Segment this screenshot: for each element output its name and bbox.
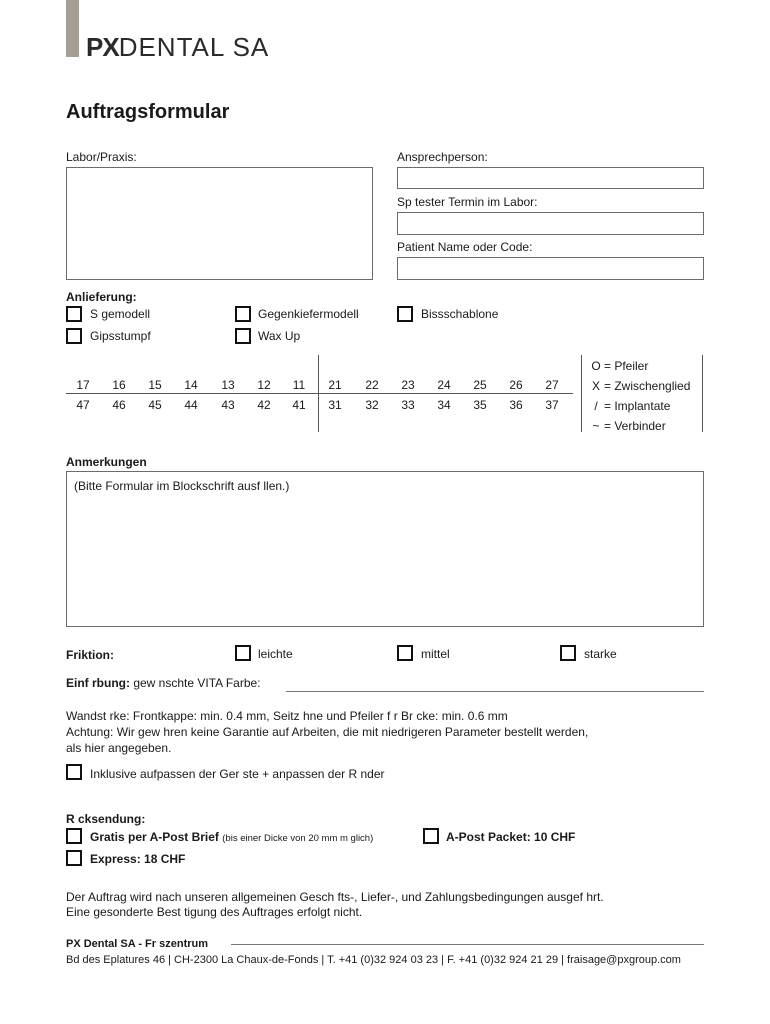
footer-company: PX Dental SA - Fr szentrum (66, 938, 209, 950)
checkbox-return-free[interactable] (66, 828, 82, 844)
labor-field[interactable] (66, 167, 373, 280)
return-packet-label: A-Post Packet: 10 CHF (446, 830, 576, 844)
legend-text: = Verbinder (604, 419, 666, 433)
tooth-16[interactable]: 16 (112, 378, 126, 392)
tooth-22[interactable]: 22 (365, 378, 379, 392)
legend-symbol: X (591, 379, 600, 393)
return-express-label: Express: 18 CHF (90, 852, 186, 866)
remarks-heading: Anmerkungen (66, 455, 147, 469)
tooth-35[interactable]: 35 (473, 398, 487, 412)
tooth-45[interactable]: 45 (148, 398, 162, 412)
legend-right-divider (702, 355, 703, 432)
friction-option-label: mittel (421, 647, 450, 661)
tooth-15[interactable]: 15 (148, 378, 162, 392)
patient-field[interactable] (397, 257, 704, 280)
tooth-44[interactable]: 44 (184, 398, 198, 412)
checkbox-bissschablone[interactable] (397, 306, 413, 322)
tooth-26[interactable]: 26 (509, 378, 523, 392)
tooth-47[interactable]: 47 (76, 398, 90, 412)
legend-text: = Implantate (604, 399, 671, 413)
delivery-option-label: Bissschablone (421, 307, 499, 321)
coloring-text: gew nschte VITA Farbe: (133, 676, 261, 690)
legend-symbol: ~ (592, 419, 600, 433)
footer-address: Bd des Eplatures 46 | CH-2300 La Chaux-de-Fonds | T. +41 (0)32 924 03 23 | F. +41 (0)32 924 21 29 | fraisage@pxgroup.com (66, 954, 681, 966)
tooth-13[interactable]: 13 (221, 378, 235, 392)
tooth-34[interactable]: 34 (437, 398, 451, 412)
logo (86, 33, 269, 61)
checkbox-friction-light[interactable] (235, 645, 251, 661)
legend-symbol: O (591, 359, 601, 373)
tooth-21[interactable]: 21 (328, 378, 342, 392)
checkbox-inclusive[interactable] (66, 764, 82, 780)
tooth-17[interactable]: 17 (76, 378, 90, 392)
checkbox-friction-medium[interactable] (397, 645, 413, 661)
tooth-37[interactable]: 37 (545, 398, 559, 412)
tooth-36[interactable]: 36 (509, 398, 523, 412)
notes-line-2: Achtung: Wir gew hren keine Garantie auf Arbeiten, die mit niedrigeren Parameter bestellt werden, (66, 725, 589, 739)
tooth-41[interactable]: 41 (292, 398, 306, 412)
delivery-option-label: Wax Up (258, 329, 301, 343)
tooth-42[interactable]: 42 (257, 398, 271, 412)
tooth-23[interactable]: 23 (401, 378, 415, 392)
return-free-label: Gratis per A-Post Brief (90, 830, 219, 844)
legend-left-divider (581, 355, 582, 432)
delivery-heading: Anlieferung: (66, 290, 137, 304)
tooth-14[interactable]: 14 (184, 378, 198, 392)
remarks-placeholder: (Bitte Formular im Blockschrift ausf llen.) (74, 479, 290, 493)
logo-mark: PX (86, 32, 119, 62)
tooth-27[interactable]: 27 (545, 378, 559, 392)
terms-line-1: Der Auftrag wird nach unseren allgemeinen Gesch fts-, Liefer-, und Zahlungsbedingungen ausgef hrt. (66, 890, 604, 904)
latest-date-field[interactable] (397, 212, 704, 235)
tooth-31[interactable]: 31 (328, 398, 342, 412)
tooth-12[interactable]: 12 (257, 378, 271, 392)
notes-line-1: Wandst rke: Frontkappe: min. 0.4 mm, Seitz hne und Pfeiler f r Br cke: min. 0.6 mm (66, 709, 508, 723)
checkbox-friction-strong[interactable] (560, 645, 576, 661)
friction-option-label: starke (584, 647, 617, 661)
notes-line-3: als hier angegeben. (66, 741, 172, 755)
logo-name: DENTAL SA (118, 32, 270, 62)
checkbox-return-packet[interactable] (423, 828, 439, 844)
coloring-label: Einf rbung: (66, 676, 130, 690)
vita-color-input-line[interactable] (286, 691, 704, 692)
checkbox-wax-up[interactable] (235, 328, 251, 344)
patient-label: Patient Name oder Code: (397, 240, 533, 254)
contact-label: Ansprechperson: (397, 150, 488, 164)
return-free-note: (bis einer Dicke von 20 mm m glich) (222, 833, 374, 844)
latest-date-label: Sp tester Termin im Labor: (397, 195, 538, 209)
logo-bar (66, 0, 79, 57)
friction-label: Friktion: (66, 648, 114, 662)
checkbox-gegenkiefermodell[interactable] (235, 306, 251, 322)
page-title: Auftragsformular (66, 101, 230, 123)
checkbox-gipsstumpf[interactable] (66, 328, 82, 344)
checkbox-sagemodell[interactable] (66, 306, 82, 322)
tooth-25[interactable]: 25 (473, 378, 487, 392)
inclusive-label: Inklusive aufpassen der Ger ste + anpassen der R nder (90, 767, 385, 781)
tooth-46[interactable]: 46 (112, 398, 126, 412)
tooth-chart-horizontal-divider (66, 393, 573, 394)
return-heading: R cksendung: (66, 812, 146, 826)
friction-option-label: leichte (258, 647, 293, 661)
legend-text: = Zwischenglied (604, 379, 691, 393)
tooth-11[interactable]: 11 (292, 378, 306, 392)
delivery-option-label: Gipsstumpf (90, 329, 151, 343)
contact-field[interactable] (397, 167, 704, 189)
legend-text: = Pfeiler (604, 359, 649, 373)
footer-divider (231, 944, 704, 945)
tooth-33[interactable]: 33 (401, 398, 415, 412)
tooth-24[interactable]: 24 (437, 378, 451, 392)
tooth-43[interactable]: 43 (221, 398, 235, 412)
labor-label: Labor/Praxis: (66, 150, 137, 164)
checkbox-return-express[interactable] (66, 850, 82, 866)
tooth-32[interactable]: 32 (365, 398, 379, 412)
remarks-textarea[interactable] (66, 471, 704, 627)
delivery-option-label: S gemodell (90, 307, 151, 321)
legend-symbol: / (594, 399, 598, 413)
terms-line-2: Eine gesonderte Best tigung des Auftrages erfolgt nicht. (66, 905, 363, 919)
delivery-option-label: Gegenkiefermodell (258, 307, 359, 321)
